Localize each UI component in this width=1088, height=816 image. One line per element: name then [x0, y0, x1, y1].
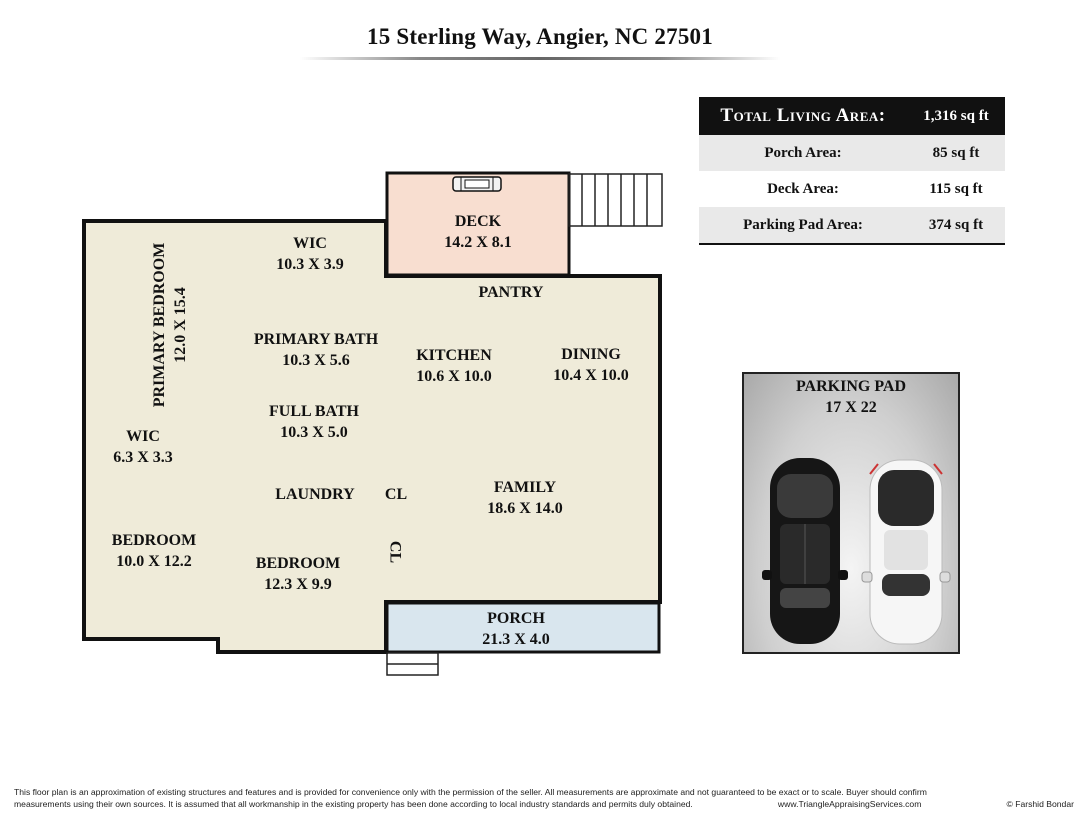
bedroom-left-name: BEDROOM [111, 532, 197, 549]
bedroom-mid-label [256, 553, 340, 595]
laundry-label: LAUNDRY [275, 486, 355, 503]
wic-top-name: WIC [293, 235, 327, 252]
kitchen-label [416, 345, 492, 387]
total-living-area-value: 1,316 sq ft [923, 107, 989, 124]
primary-bedroom-label [149, 243, 191, 408]
wic-left-label [113, 426, 173, 468]
porch-name: PORCH [487, 610, 545, 627]
primary-bath-label [254, 329, 378, 371]
closet-label-2: CL [386, 540, 404, 564]
primary-bedroom-dims: 12.0 X 15.4 [172, 287, 189, 363]
deck-name: DECK [454, 213, 502, 230]
copyright-text: © Farshid Bondar [1006, 799, 1074, 809]
bedroom-left-label [112, 530, 196, 572]
primary-bedroom-name: PRIMARY BEDROOM [151, 242, 168, 408]
dining-name: DINING [561, 346, 621, 363]
primary-bath-name: PRIMARY BATH [253, 331, 379, 348]
wic-top-label [276, 233, 344, 275]
kitchen-name: KITCHEN [416, 347, 492, 364]
porch-dims: 21.3 X 4.0 [482, 631, 550, 648]
wic-top-dims: 10.3 X 3.9 [276, 256, 344, 273]
wic-left-dims: 6.3 X 3.3 [113, 449, 173, 466]
disclaimer-line-2-row [14, 798, 1074, 810]
bedroom-mid-dims: 12.3 X 9.9 [264, 576, 332, 593]
disclaimer-line-1: This floor plan is an approximation of existing structures and features and is provided for convenience only with the permission of the seller. All measurements are approximate and not guaranteed to be exact or to scale. Buyer should confirm [14, 787, 927, 797]
parking-area-value: 374 sq ft [928, 216, 984, 233]
closet-label-1: CL [384, 486, 408, 503]
porch-area-label: Porch Area: [764, 144, 842, 161]
parking-pad-name: PARKING PAD [795, 378, 907, 395]
black-car-icon [762, 458, 848, 644]
total-living-area-label: Total Living Area: [720, 105, 886, 126]
disclaimer-line-2: measurements using their own sources. It is assumed that all workmanship in the existing property has been done according to local industry standards and permits duly obtained. [14, 799, 693, 809]
disclaimer [14, 786, 1074, 810]
deck-stairs [569, 174, 662, 226]
porch-stairs [387, 653, 438, 675]
family-name: FAMILY [493, 479, 557, 496]
page-title: 15 Sterling Way, Angier, NC 27501 [367, 24, 713, 49]
family-label [487, 477, 563, 519]
full-bath-name: FULL BATH [269, 403, 359, 420]
full-bath-label [269, 401, 359, 443]
parking-pad [742, 372, 960, 654]
dining-label [553, 344, 629, 386]
porch-area-value: 85 sq ft [932, 144, 980, 161]
parking-area-label: Parking Pad Area: [743, 216, 863, 233]
bedroom-mid-name: BEDROOM [255, 555, 341, 572]
bedroom-left-dims: 10.0 X 12.2 [116, 553, 192, 570]
porch-label [482, 608, 550, 650]
family-dims: 18.6 X 14.0 [487, 500, 563, 517]
parking-pad-dims: 17 X 22 [825, 399, 877, 416]
deck-area-label: Deck Area: [767, 180, 839, 197]
deck-area-value: 115 sq ft [929, 180, 983, 197]
full-bath-dims: 10.3 X 5.0 [280, 424, 348, 441]
deck-dims: 14.2 X 8.1 [444, 234, 512, 251]
dining-dims: 10.4 X 10.0 [553, 367, 629, 384]
grill-icon [453, 177, 501, 191]
cars-illustration [744, 374, 960, 654]
primary-bath-dims: 10.3 X 5.6 [282, 352, 350, 369]
website-text: www.TriangleAppraisingServices.com [777, 799, 922, 809]
white-car-icon [862, 460, 950, 644]
deck-label [444, 211, 512, 253]
kitchen-dims: 10.6 X 10.0 [416, 368, 492, 385]
wic-left-name: WIC [126, 428, 160, 445]
pantry-label: PANTRY [478, 284, 544, 301]
